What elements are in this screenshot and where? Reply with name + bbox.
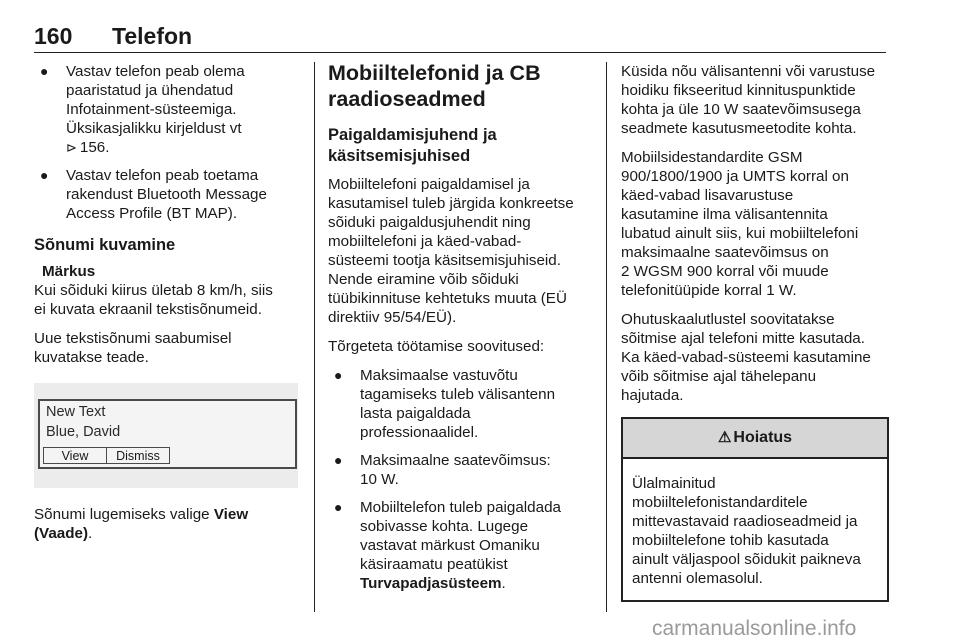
column-divider-1 bbox=[314, 62, 315, 612]
paragraph: Ohutuskaalutlustel soovitatakse sõitmise ajal telefoni mitte kasutada. Ka käed-vabad-süsteemi kasutamine võib sõitmise ajal tähelepanu hajutada. bbox=[621, 311, 871, 404]
chapter-title: Telefon bbox=[112, 23, 193, 49]
subsection-title: Paigaldamisjuhend ja käsitsemisjuhised bbox=[328, 126, 497, 165]
list-item: ● Maksimaalse vastuvõtu tagamiseks tuleb välisantenn lasta paigaldada professionaalidel. bbox=[334, 367, 556, 441]
dismiss-button[interactable]: Dismiss bbox=[107, 447, 170, 464]
note-text: Kui sõiduki kiirus ületab 8 km/h, siis ei kuvata ekraanil tekstisõnumeid. bbox=[34, 282, 273, 318]
bullet-list-2 bbox=[328, 366, 590, 593]
page-reference[interactable]: ⊳ 156. bbox=[66, 139, 110, 156]
new-text-dialog bbox=[38, 399, 297, 469]
list-item: ● Vastav telefon peab olema paaristatud ja ühendatud Infotainment-süsteemiga. Üksikasjalikku kirjeldust vt ⊳ 156. bbox=[40, 63, 245, 156]
watermark: carmanualsonline.info bbox=[652, 617, 857, 640]
bullet-list-1 bbox=[34, 62, 300, 223]
paragraph: Mobiilsidestandardite GSM 900/1800/1900 ja UMTS korral on käed-vabad lisavarustuse kasutamine ilma välisantennita lubatud ainult siis, kui mobiiltelefoni maksimaalne saatevõimsus on 2 WGSM 900 korral või muude telefonitüüpide korral 1 W. bbox=[621, 149, 859, 299]
paragraph: Küsida nõu välisantenni või varustuse hoidiku fikseeritud kinnituspunktide kohta ja üle 10 W saatevõimsusega seadmete kasutusmeetodite kohta. bbox=[621, 63, 876, 137]
note-title: Märkus bbox=[42, 263, 96, 280]
paragraph: Sõnumi lugemiseks valige View (Vaade). bbox=[34, 506, 249, 542]
column-1 bbox=[34, 62, 300, 553]
dialog-buttons bbox=[43, 447, 170, 464]
page-ref-icon: ⊳ bbox=[66, 140, 77, 155]
list-item: ● Mobiiltelefon tuleb paigaldada sobivasse kohta. Lugege vastavat märkust Omaniku käsiraamatu peatükist Turvapadjasüsteem. bbox=[334, 499, 561, 592]
page-header bbox=[34, 22, 886, 53]
bullet-icon: ● bbox=[334, 499, 343, 515]
bullet-icon: ● bbox=[40, 167, 49, 183]
warning-header: ⚠ Hoiatus bbox=[623, 419, 887, 459]
list-item: ● Maksimaalne saatevõimsus: 10 W. bbox=[334, 452, 551, 488]
warning-body: Ülalmainitud mobiiltelefonistandarditele mittevastavaid raadioseadmeid ja mobiiltelefone tohib kasutada ainult väljaspool sõidukit paikneva antenni olemasolul. bbox=[632, 475, 861, 587]
paragraph: Mobiiltelefoni paigaldamisel ja kasutamisel tuleb järgida konkreetse sõiduki paigaldusjuhendit ning mobiiltelefoni ja käed-vabad- süsteemi tootja käsitsemisjuhiseid. Nende eiramine võib sõiduki tüübikinnituse kehtetuks muuta (EÜ direktiiv 95/54/EÜ). bbox=[328, 176, 574, 326]
view-button[interactable]: View bbox=[43, 447, 107, 464]
paragraph: Uue tekstisõnumi saabumisel kuvatakse teade. bbox=[34, 330, 232, 366]
paragraph: Tõrgeteta töötamise soovitused: bbox=[328, 338, 545, 355]
warning-icon: ⚠ bbox=[717, 429, 732, 446]
note-block bbox=[34, 262, 300, 319]
page-number: 160 bbox=[34, 23, 73, 49]
column-3 bbox=[621, 62, 889, 602]
dialog-title: New Text bbox=[46, 404, 106, 420]
list-item: ● Vastav telefon peab toetama rakendust Bluetooth Message Access Profile (BT MAP). bbox=[40, 167, 267, 222]
bullet-icon: ● bbox=[40, 63, 49, 79]
section-title: Mobiiltelefonid ja CB raadioseadmed bbox=[328, 61, 541, 111]
bullet-icon: ● bbox=[334, 367, 343, 383]
cross-reference[interactable]: Turvapadjasüsteem bbox=[360, 575, 502, 592]
warning-box bbox=[621, 417, 889, 602]
screen-illustration bbox=[34, 383, 298, 488]
dialog-sender: Blue, David bbox=[46, 424, 121, 440]
section-heading: Sõnumi kuvamine bbox=[34, 236, 176, 254]
column-divider-2 bbox=[606, 62, 607, 612]
bullet-icon: ● bbox=[334, 452, 343, 468]
column-2 bbox=[328, 62, 590, 602]
